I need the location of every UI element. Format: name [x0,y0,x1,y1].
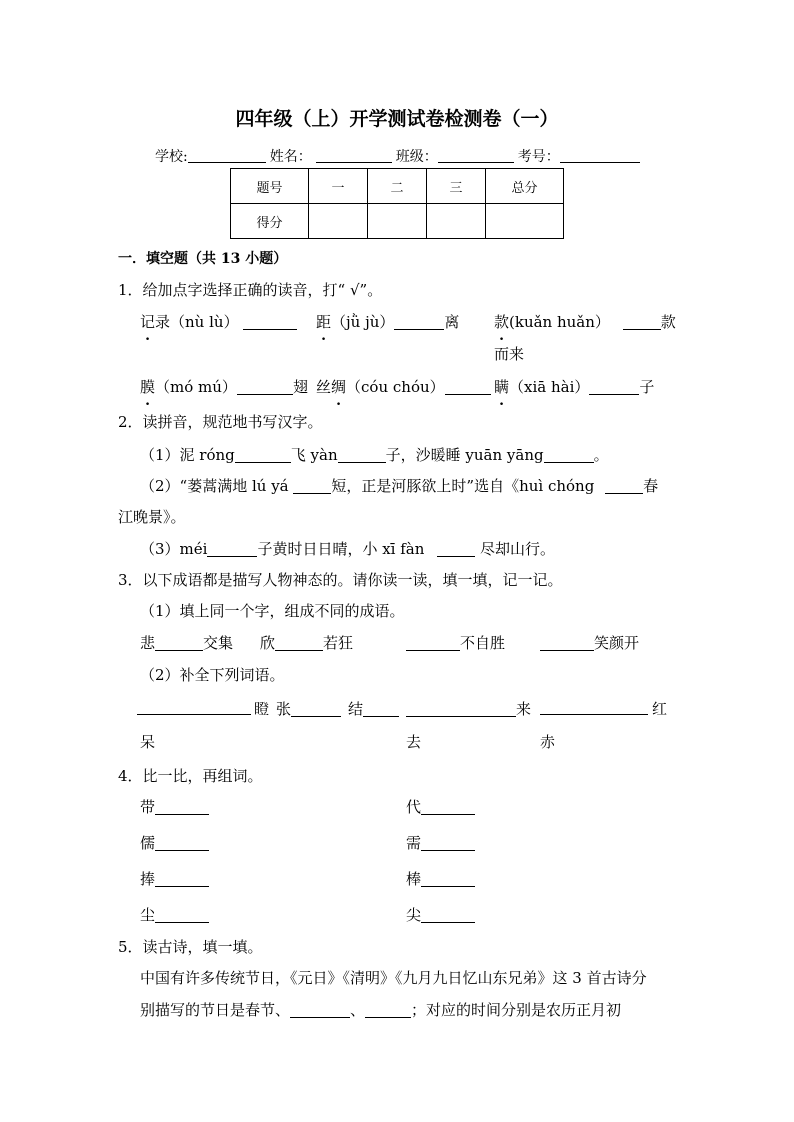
q2-line-2-cont: 江晚景》。 [118,508,186,526]
q3-word-lai: 来 [406,698,531,719]
q3-word-row [137,698,251,716]
table-row [231,204,564,239]
answer-blank[interactable] [237,379,293,395]
answer-blank[interactable] [540,635,594,651]
answer-blank[interactable] [207,541,257,557]
table-cell: 题号 [231,169,309,204]
table-row [231,169,564,204]
q4-right-4: 尖 [406,904,475,925]
student-info-line [155,146,644,166]
q3-word-zhang: 张 [276,698,341,719]
q4-left-2: 儒 [140,832,209,853]
score-input-cell[interactable] [309,204,368,239]
answer-blank[interactable] [291,701,341,717]
score-input-cell[interactable] [368,204,427,239]
answer-blank[interactable] [155,835,209,851]
q3-word-jie: 结 [348,698,399,719]
answer-blank[interactable] [155,907,209,923]
answer-blank[interactable] [540,699,648,715]
q5-line-2: 别描写的节日是春节、 、 ；对应的时间分别是农历正月初 [140,1001,622,1019]
question-3-stem: 3．以下成语都是描写人物神态的。请你读一读，填一填，记一记。 [118,571,563,589]
question-1-stem: 1．给加点字选择正确的读音，打“ √”。 [118,281,383,299]
q3-word-deng: 瞪 [254,700,270,718]
answer-blank[interactable] [421,871,475,887]
answer-blank[interactable] [365,1002,411,1018]
answer-blank[interactable] [445,379,491,395]
answer-blank[interactable] [544,447,594,463]
question-4-stem: 4．比一比，再组词。 [118,767,263,785]
score-table [230,168,564,239]
answer-blank[interactable] [605,478,643,494]
answer-blank[interactable] [243,314,297,330]
answer-blank[interactable] [290,1002,350,1018]
q4-right-3: 棒 [406,868,475,889]
table-cell: 一 [309,169,368,204]
answer-blank[interactable] [275,635,323,651]
q1-item-c-cont: 而来 [494,345,525,363]
answer-blank[interactable] [406,701,516,717]
q3-idiom-1: 悲 交集 [140,634,234,652]
q3-word-hong-char: 红 [652,700,668,718]
number-blank[interactable] [560,148,640,163]
q1-item-e: 丝绸（cóu chóu） [316,376,491,397]
section-heading: 一．填空题（共 13 小题） [118,251,288,267]
q1-item-c: 款(kuǎn huǎn） 款 [494,313,676,331]
answer-blank[interactable] [623,314,661,330]
name-blank[interactable] [316,148,392,163]
school-blank[interactable] [188,148,266,163]
q3-word-chi: 赤 [540,733,556,751]
q3-word-qu: 去 [406,733,422,751]
q2-line-3: （3）méi 子黄时日日晴，小 xī fàn 尽却山行。 [140,540,555,558]
answer-blank[interactable] [421,907,475,923]
q2-line-1: （1）泥 róng 飞 yàn 子，沙暖睡 yuān yāng 。 [140,446,609,464]
table-cell: 三 [427,169,486,204]
q4-right-1: 代 [406,796,475,817]
q3-idiom-4: 笑颜开 [540,632,639,653]
answer-blank[interactable] [437,541,475,557]
class-blank[interactable] [438,148,514,163]
q3-word-hong [540,698,648,716]
answer-blank[interactable] [406,635,460,651]
answer-blank[interactable] [421,799,475,815]
answer-blank[interactable] [155,871,209,887]
number-label: 考号： [517,149,560,165]
answer-blank[interactable] [235,447,291,463]
q3-sub-2: （2）补全下列词语。 [140,666,285,684]
answer-blank[interactable] [421,835,475,851]
q3-word-dai: 呆 [140,733,156,751]
table-cell: 总分 [486,169,564,204]
q1-item-f: 瞒（xiā hài） 子 [494,378,655,396]
school-label: 学校: [155,149,188,165]
q4-left-3: 捧 [140,868,209,889]
q1-item-a: 记录（nù lù） [140,311,297,332]
score-input-cell[interactable] [486,204,564,239]
name-label: 姓名： [269,149,312,165]
answer-blank[interactable] [338,447,386,463]
score-input-cell[interactable] [427,204,486,239]
answer-blank[interactable] [589,379,639,395]
q4-left-1: 带 [140,796,209,817]
answer-blank[interactable] [394,314,444,330]
table-cell: 得分 [231,204,309,239]
answer-blank[interactable] [155,799,209,815]
q3-sub-1: （1）填上同一个字，组成不同的成语。 [140,602,405,620]
q4-left-4: 尘 [140,904,209,925]
answer-blank[interactable] [363,701,399,717]
q1-item-d: 膜（mó mú） 翅 [140,378,308,396]
q3-idiom-2: 欣 若狂 [260,634,354,652]
q5-line-1: 中国有许多传统节日，《元日》《清明》《九月九日忆山东兄弟》这 3 首古诗分 [140,969,647,987]
q1-item-b: 距（jǜ jù） 离 [316,313,460,331]
q3-idiom-3: 不自胜 [406,632,505,653]
q4-right-2: 需 [406,832,475,853]
answer-blank[interactable] [155,635,203,651]
class-label: 班级： [395,149,438,165]
question-5-stem: 5．读古诗，填一填。 [118,938,263,956]
answer-blank[interactable] [137,699,251,715]
answer-blank[interactable] [293,478,331,494]
q2-line-2: （2）“蒌蒿满地 lú yá 短，正是河豚欲上时”选自《huì chóng 春 [140,477,659,495]
question-2-stem: 2．读拼音，规范地书写汉字。 [118,413,323,431]
table-cell: 二 [368,169,427,204]
page-title: 四年级（上）开学测试卷检测卷（一） [235,108,559,130]
